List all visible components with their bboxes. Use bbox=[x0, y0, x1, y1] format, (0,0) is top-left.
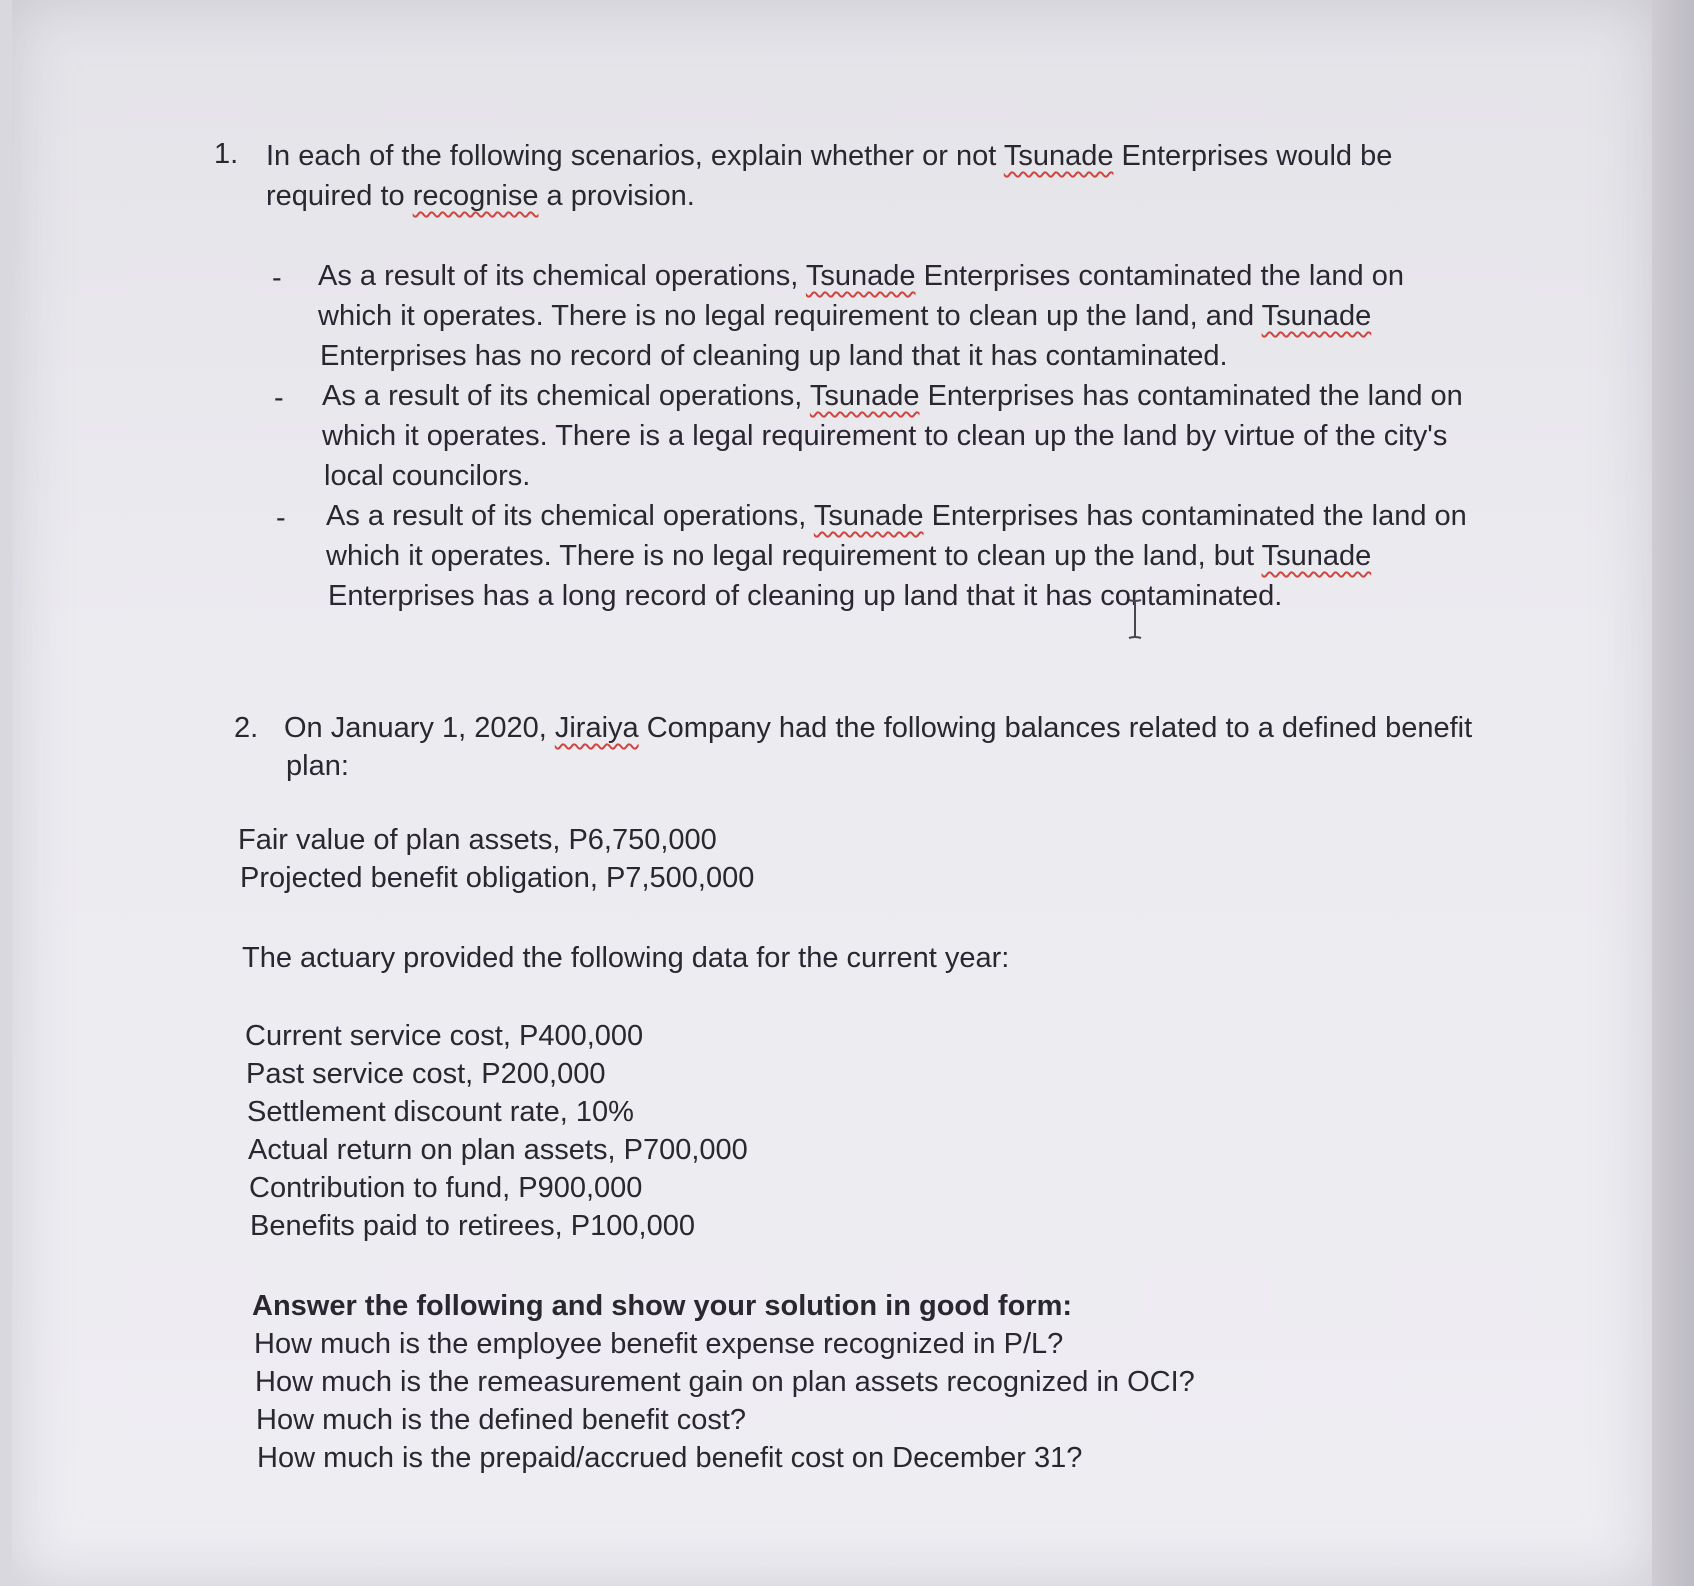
scenario-2-line-3: local councilors. bbox=[324, 460, 531, 492]
actuary-data-line: Actual return on plan assets, P700,000 bbox=[248, 1134, 748, 1166]
bullet-dash: - bbox=[274, 382, 284, 414]
spellcheck-word[interactable]: Tsunade bbox=[809, 380, 920, 412]
question-item: How much is the employee benefit expense recognized in P/L? bbox=[254, 1328, 1064, 1360]
actuary-data-line: Current service cost, P400,000 bbox=[245, 1020, 644, 1052]
scenario-2-line-2: which it operates. There is a legal requirement to clean up the land by virtue of the city's bbox=[322, 420, 1448, 452]
text-segment: As a result of its chemical operations, bbox=[322, 380, 810, 412]
spellcheck-word[interactable]: Tsunade bbox=[1261, 300, 1372, 332]
scenario-2-line-1 bbox=[322, 376, 1463, 416]
spellcheck-word[interactable]: Tsunade bbox=[1003, 140, 1114, 172]
scenario-1-line-2 bbox=[318, 296, 1371, 336]
text-segment: Company had the following balances related to a defined benefit bbox=[638, 712, 1473, 744]
spellcheck-word[interactable]: Tsunade bbox=[1261, 540, 1372, 572]
bullet-dash: - bbox=[276, 502, 286, 534]
question-item: How much is the defined benefit cost? bbox=[256, 1404, 747, 1436]
actuary-data-line: Benefits paid to retirees, P100,000 bbox=[250, 1210, 695, 1242]
text-segment: Enterprises has contaminated the land on bbox=[923, 500, 1467, 532]
question-1-text-line-2 bbox=[266, 176, 695, 216]
spellcheck-word[interactable]: Tsunade bbox=[805, 260, 916, 292]
actuary-data-line: Settlement discount rate, 10% bbox=[247, 1096, 634, 1128]
question-2-text-line-2: plan: bbox=[286, 750, 349, 782]
text-segment: As a result of its chemical operations, bbox=[326, 500, 814, 532]
question-item: How much is the remeasurement gain on plan assets recognized in OCI? bbox=[255, 1366, 1195, 1398]
bullet-dash: - bbox=[272, 262, 282, 294]
spellcheck-word[interactable]: recognise bbox=[412, 180, 539, 212]
actuary-data-line: Past service cost, P200,000 bbox=[246, 1058, 606, 1090]
scenario-3-line-3: Enterprises has a long record of cleaning up land that it has contaminated. bbox=[328, 580, 1283, 612]
question-2-number: 2. bbox=[234, 712, 259, 744]
text-segment: On January 1, 2020, bbox=[284, 712, 555, 744]
actuary-intro: The actuary provided the following data for the current year: bbox=[242, 942, 1010, 974]
spellcheck-word[interactable]: Jiraiya bbox=[554, 712, 639, 744]
balance-line: Projected benefit obligation, P7,500,000 bbox=[240, 862, 755, 894]
text-segment: Enterprises contaminated the land on bbox=[915, 260, 1404, 292]
text-segment: As a result of its chemical operations, bbox=[318, 260, 806, 292]
scenario-1-line-1 bbox=[318, 256, 1404, 296]
scenario-1-line-3: Enterprises has no record of cleaning up land that it has contaminated. bbox=[320, 340, 1228, 372]
text-cursor-icon bbox=[1127, 598, 1143, 640]
question-2-text-line-1 bbox=[284, 708, 1472, 748]
question-1-text-line-1 bbox=[266, 136, 1392, 176]
scenario-3-line-1 bbox=[326, 496, 1467, 536]
text-segment: In each of the following scenarios, explain whether or not bbox=[266, 140, 1004, 172]
text-segment: which it operates. There is no legal requirement to clean up the land, and bbox=[318, 300, 1262, 332]
question-1-number: 1. bbox=[214, 138, 239, 170]
text-segment: which it operates. There is no legal requirement to clean up the land, but bbox=[326, 540, 1262, 572]
text-segment: Enterprises has contaminated the land on bbox=[919, 380, 1463, 412]
balance-line: Fair value of plan assets, P6,750,000 bbox=[238, 824, 717, 856]
actuary-data-line: Contribution to fund, P900,000 bbox=[249, 1172, 643, 1204]
text-segment: Enterprises would be bbox=[1113, 140, 1393, 172]
question-item: How much is the prepaid/accrued benefit cost on December 31? bbox=[257, 1442, 1083, 1474]
spellcheck-word[interactable]: Tsunade bbox=[813, 500, 924, 532]
answer-heading: Answer the following and show your solution in good form: bbox=[252, 1290, 1073, 1322]
text-segment: required to bbox=[266, 180, 413, 212]
scenario-3-line-2 bbox=[326, 536, 1371, 576]
text-segment: a provision. bbox=[538, 180, 695, 212]
